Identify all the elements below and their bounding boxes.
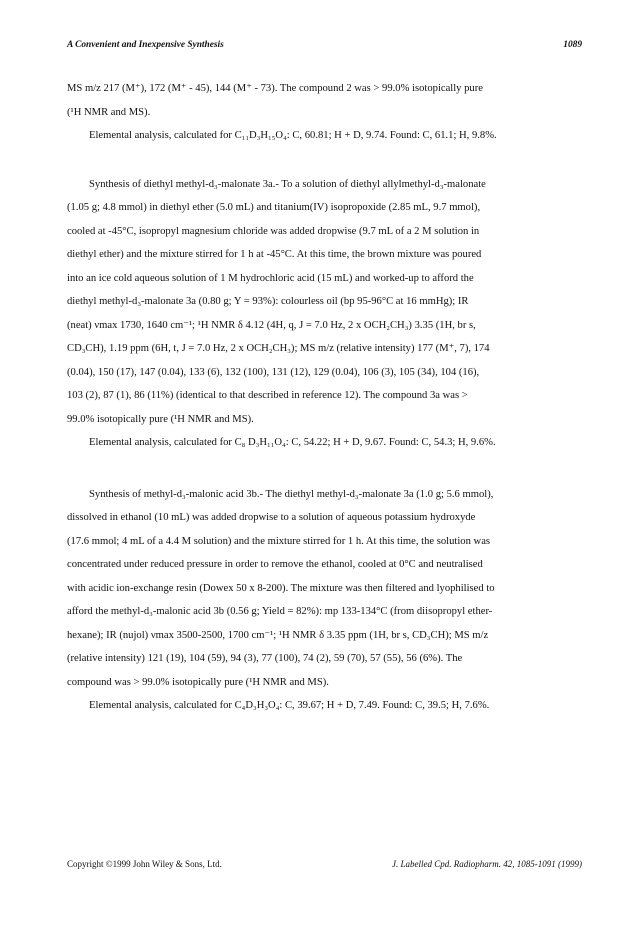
text-line: compound was > 99.0% isotopically pure (¹H NMR and MS). — [67, 676, 329, 688]
text-line: 103 (2), 87 (1), 86 (11%) (identical to that described in reference 12). The compound 3a was > — [67, 390, 468, 401]
text-line: 99.0% isotopically pure (¹H NMR and MS). — [67, 413, 254, 425]
text-line: with acidic ion-exchange resin (Dowex 50 x 8-200). The mixture was then filtered and lyophilised to — [67, 582, 495, 594]
text-line: cooled at -45°C, isopropyl magnesium chloride was added dropwise (9.7 mL of a 2 M solution in — [67, 225, 480, 237]
text-line: (0.04), 150 (17), 147 (0.04), 133 (6), 132 (100), 131 (12), 129 (0.04), 106 (3), 105 (34), 104 (16), — [67, 366, 480, 378]
page-number: 1089 — [563, 40, 582, 50]
text-line: concentrated under reduced pressure in order to remove the ethanol, cooled at 0°C and neutralised — [67, 559, 483, 570]
paragraph-elemental-analysis-3 — [67, 694, 580, 718]
article-body — [67, 77, 580, 718]
text-line: Elemental analysis, calculated for C₄D₃H₃O₄: C, 39.67; H + D, 7.49. Found: C, 39.5; H, 7.6%. — [89, 700, 490, 711]
paragraph-synthesis-3b — [67, 483, 580, 695]
text-line: diethyl ether) and the mixture stirred for 1 h at -45°C. At this time, the brown mixture was poured — [67, 249, 482, 260]
text-line: into an ice cold aqueous solution of 1 M hydrochloric acid (15 mL) and worked-up to afford the — [67, 272, 474, 284]
paragraph-synthesis-3a — [67, 173, 580, 432]
paragraph-ms-data — [67, 77, 580, 124]
running-header — [67, 40, 582, 50]
text-line: Synthesis of diethyl methyl-d₃-malonate 3a.- To a solution of diethyl allylmethyl-d₃-malonate — [89, 178, 486, 190]
text-line: MS m/z 217 (M⁺), 172 (M⁺ - 45), 144 (M⁺ - 73). The compound 2 was > 99.0% isotopically pure — [67, 83, 483, 94]
text-line: (17.6 mmol; 4 mL of a 4.4 M solution) and the mixture stirred for 1 h. At this time, the solution was — [67, 535, 491, 547]
text-line: (¹H NMR and MS). — [67, 106, 151, 118]
text-line: Elemental analysis, calculated for C₈ D₃H₁₁O₄: C, 54.22; H + D, 9.67. Found: C, 54.3; H, 9.6%. — [89, 437, 496, 448]
journal-citation: J. Labelled Cpd. Radiopharm. 42, 1085-1091 (1999) — [392, 859, 582, 869]
text-line: dissolved in ethanol (10 mL) was added dropwise to a solution of aqueous potassium hydroxyde — [67, 512, 476, 523]
page-footer — [67, 859, 582, 869]
paragraph-elemental-analysis-1 — [67, 124, 580, 148]
text-line: CD₃CH), 1.19 ppm (6H, t, J = 7.0 Hz, 2 x OCH₂CH₃); MS m/z (relative intensity) 177 (M⁺, 7), 174 — [67, 343, 490, 354]
text-line: (relative intensity) 121 (19), 104 (59), 94 (3), 77 (100), 74 (2), 59 (70), 57 (55), 56 (6%). The — [67, 653, 463, 664]
text-line: Elemental analysis, calculated for C₁₁D₃H₁₅O₄: C, 60.81; H + D, 9.74. Found: C, 61.1; H, 9.8%. — [89, 130, 497, 141]
text-line: diethyl methyl-d₃-malonate 3a (0.80 g; Y = 93%): colourless oil (bp 95-96°C at 16 mmHg); IR — [67, 296, 469, 307]
paragraph-elemental-analysis-2 — [67, 431, 580, 455]
running-title: A Convenient and Inexpensive Synthesis — [67, 40, 224, 50]
text-line: (1.05 g; 4.8 mmol) in diethyl ether (5.0 mL) and titanium(IV) isopropoxide (2.85 mL, 9.7 mmol), — [67, 202, 481, 213]
text-line: Synthesis of methyl-d₃-malonic acid 3b.- The diethyl methyl-d₃-malonate 3a (1.0 g; 5.6 mmol), — [89, 488, 494, 500]
text-line: (neat) νmax 1730, 1640 cm⁻¹; ¹H NMR δ 4.12 (4H, q, J = 7.0 Hz, 2 x OCH₂CH₃) 3.35 (1H, br s, — [67, 319, 476, 331]
text-line: hexane); IR (nujol) νmax 3500-2500, 1700 cm⁻¹; ¹H NMR δ 3.35 ppm (1H, br s, CD₃CH); MS m/z — [67, 629, 489, 641]
text-line: afford the methyl-d₃-malonic acid 3b (0.56 g; Yield = 82%): mp 133-134°C (from diisopropyl ether- — [67, 606, 493, 617]
copyright-notice: Copyright ©1999 John Wiley & Sons, Ltd. — [67, 859, 222, 869]
